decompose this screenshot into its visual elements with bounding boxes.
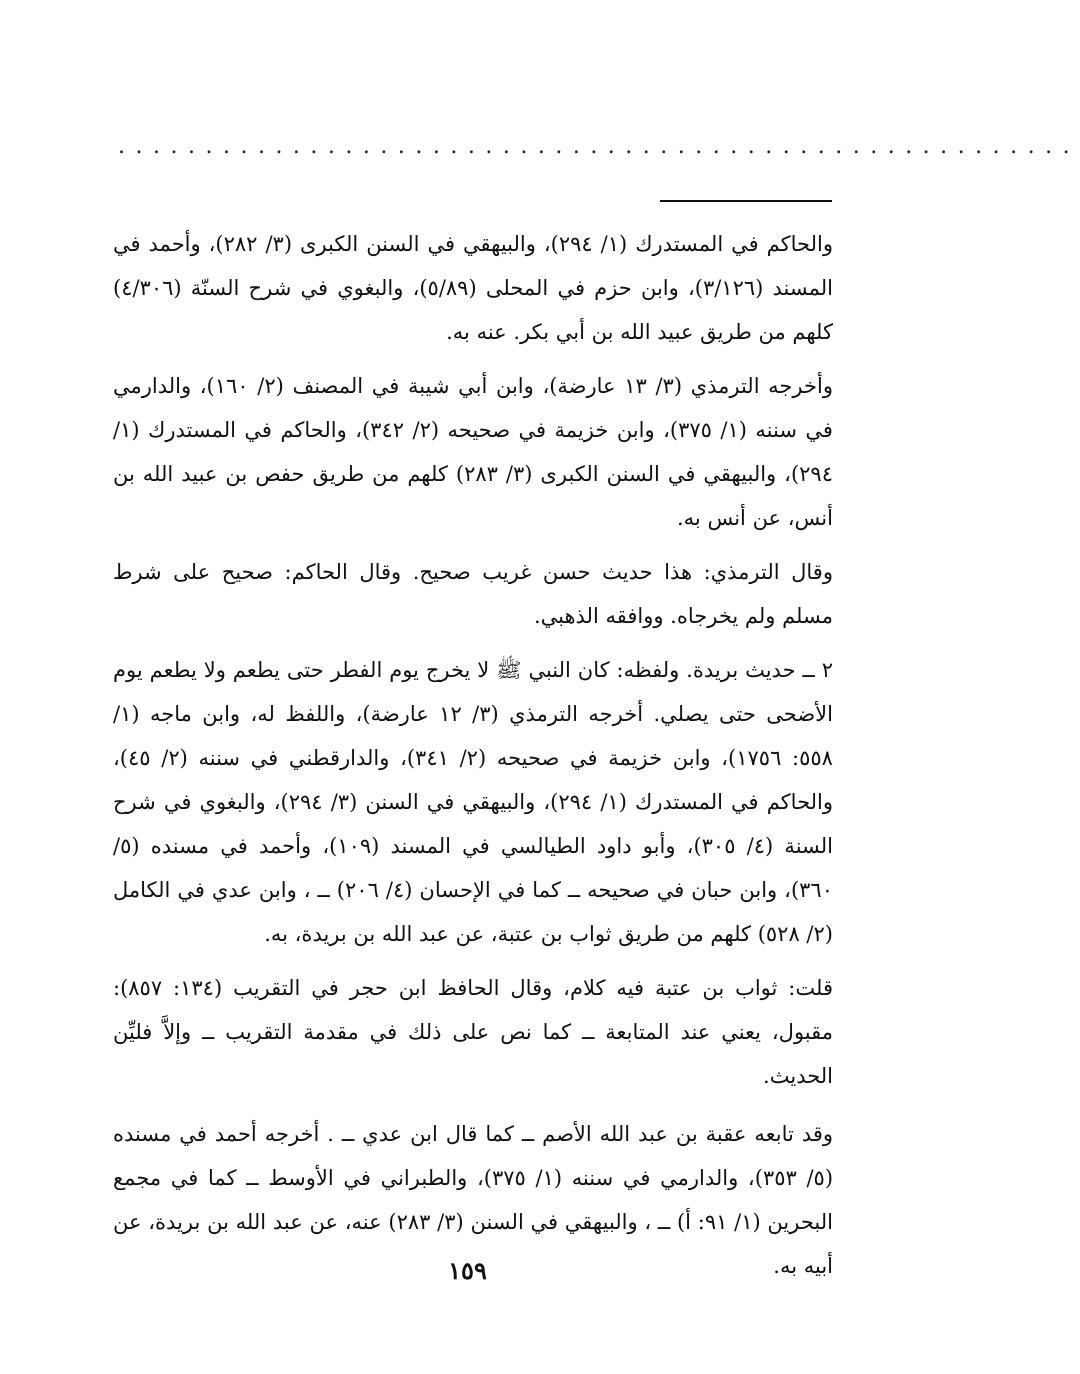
footnote-rule [660,200,832,202]
footnote-text [113,222,833,1298]
page-number: ١٥٩ [448,1256,487,1285]
paragraph-uqbah-mutabaah: وقد تابعه عقبة بن عبد الله الأصم ــ كما قال ابن عدي ــ . أخرجه أحمد في مسنده (٥/ ٣٥٣)، والدارمي في سننه (١/ ٣٧٥)، والطبراني في الأوسط ــ كما في مجمع البحرين (١/ ٩١: أ) ــ ، والبيهقي في السنن (٣/ ٢٨٣) عنه، عن عبد الله بن بريدة، عن أبيه به. [113,1122,834,1278]
paragraph-tirmidhi-hakim-grading: وقال الترمذي: هذا حديث حسن غريب صحيح. وقال الحاكم: صحيح على شرط مسلم ولم يخرجاه. ووافقه الذهبي. [113,560,833,628]
paragraph-takhrij-anas-continued: والحاكم في المستدرك (١/ ٢٩٤)، والبيهقي في السنن الكبرى (٣/ ٢٨٢)، وأحمد في المسند (٣/١٢٦)، وابن حزم في المحلى (٥/٨٩)، والبغوي في شرح السنّة (٤/٣٠٦) كلهم من طريق عبيد الله بن أبي بكر. عنه به. [113,232,834,344]
paragraph-hadith-buraydah: ٢ ــ حديث بريدة. ولفظه: كان النبي ﷺ لا يخرج يوم الفطر حتى يطعم ولا يطعم يوم الأضحى حتى يصلي. أخرجه الترمذي (٣/ ١٢ عارضة)، واللفظ له، وابن ماجه (١/ ٥٥٨: ١٧٥٦)، وابن خزيمة في صحيحه (٢/ ٣٤١)، والدارقطني في سننه (٢/ ٤٥)، والحاكم في المستدرك (١/ ٢٩٤)، والبيهقي في السنن (٣/ ٢٩٤)، والبغوي في شرح السنة (٤/ ٣٠٥)، وأبو داود الطيالسي في المسند (١٠٩)، وأحمد في مسنده (٥/ ٣٦٠)، وابن حبان في صحيحه ــ كما في الإحسان (٤/ ٢٠٦) ــ ، وابن عدي في الكامل (٢/ ٥٢٨) كلهم من طريق ثواب بن عتبة، عن عبد الله بن بريدة، به. [113,658,833,946]
dotted-separator: ....................................................... [118,134,1080,159]
paragraph-tirmidhi-anas: وأخرجه الترمذي (٣/ ١٣ عارضة)، وابن أبي شيبة في المصنف (٢/ ١٦٠)، والدارمي في سننه (١/ ٣٧٥)، وابن خزيمة في صحيحه (٢/ ٣٤٢)، والحاكم في المستدرك (١/ ٢٩٤)، والبيهقي في السنن الكبرى (٣/ ٢٨٣) كلهم من طريق حفص بن عبيد الله بن أنس، عن أنس به. [113,374,833,530]
paragraph-thawab-comment: قلت: ثواب بن عتبة فيه كلام، وقال الحافظ ابن حجر في التقريب (١٣٤: ٨٥٧): مقبول، يعني عند المتابعة ــ كما نص على ذلك في مقدمة التقريب ــ وإلاَّ فليِّن الحديث. [113,976,833,1088]
